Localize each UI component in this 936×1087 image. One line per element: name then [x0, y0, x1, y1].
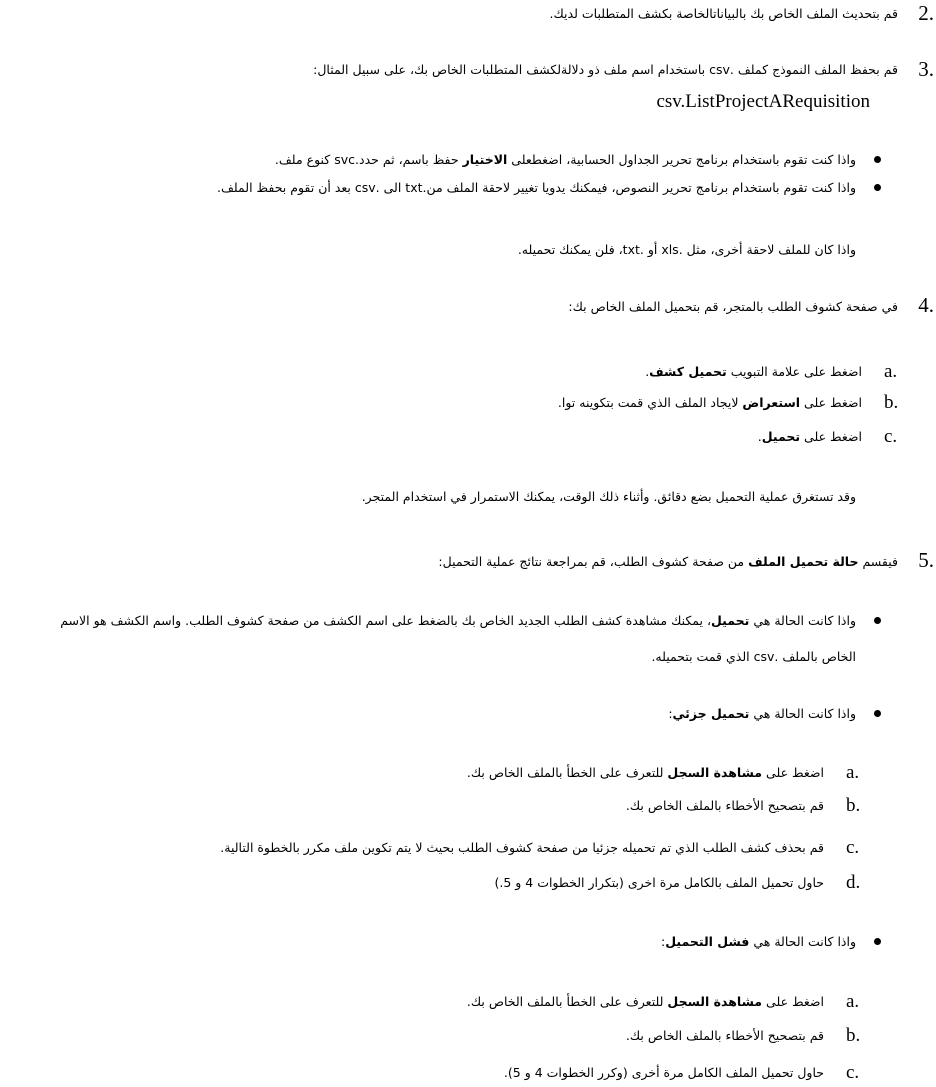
text: واذا كنت تقوم باستخدام برنامج تحرير الجداول الحسابية، اضغطعلى — [507, 152, 856, 167]
bullet-item — [661, 932, 856, 952]
bullet-icon — [874, 710, 881, 717]
substep: حاول تحميل الملف الكامل مرة أخرى (وكرر الخطوات 4 و 5). — [503, 1065, 824, 1080]
substep-letter: a. — [884, 361, 898, 382]
substep-letter: b. — [846, 1025, 861, 1046]
text: اضغط على — [762, 994, 824, 1009]
bullet-icon — [874, 156, 881, 163]
bold-term: مشاهدة السجل — [667, 765, 763, 780]
substep-letter: c. — [846, 837, 860, 858]
step-2-text: قم بتحديث الملف الخاص بك بالبياناتالخاصة بكشف المتطلبات لديك. — [549, 6, 898, 21]
substep-letter: c. — [884, 426, 898, 447]
text: اضغط على — [800, 429, 862, 444]
text: : — [660, 934, 666, 949]
note: واذا كان للملف لاحقة أخرى، مثل .xls أو .txt، فلن يمكنك تحميله. — [517, 242, 856, 257]
text: للتعرف على الخطأ بالملف الخاص بك. — [466, 994, 668, 1009]
bullet-icon — [874, 184, 881, 191]
substep: قم بحذف كشف الطلب الذي تم تحميله جزئيا من صفحة كشوف الطلب بحيث لا يتم تكوين ملف مكرر بالخطوة التالية. — [220, 840, 824, 855]
substep — [645, 362, 862, 382]
bullet-item — [668, 704, 856, 724]
text: فيقسم — [858, 554, 898, 569]
substep-letter: c. — [846, 1062, 860, 1083]
substep — [758, 427, 862, 447]
step-number: 5. — [918, 548, 934, 572]
text: اضغط على علامة التبويب — [726, 364, 862, 379]
substep: قم بتصحيح الأخطاء بالملف الخاص بك. — [625, 1028, 824, 1043]
bold-term: تحميل كشف — [649, 364, 727, 379]
text: ، يمكنك مشاهدة كشف الطلب الجديد الخاص بك بالضغط على اسم الكشف من صفحة كشوف الطلب. واسم الكشف هو الاسم — [60, 613, 712, 628]
bold-term: استعراض — [742, 395, 801, 410]
bold-term: تحميل — [761, 429, 801, 444]
bold-term: فشل التحميل — [665, 934, 750, 949]
text: واذا كانت الحالة هي — [749, 934, 856, 949]
bullet-item-continued: الخاص بالملف .csv الذي قمت بتحميله. — [651, 649, 856, 664]
text: لايجاد الملف الذي قمت بتكوينه توا. — [557, 395, 743, 410]
step-number: 3. — [918, 57, 934, 81]
substep-letter: a. — [846, 762, 860, 783]
step-number: 4. — [918, 293, 934, 317]
text: : — [668, 706, 673, 721]
bold-term: الاختيار — [462, 152, 508, 167]
substep — [467, 992, 824, 1012]
substep — [558, 393, 862, 413]
substep-letter: a. — [846, 991, 860, 1012]
note: وقد تستغرق عملية التحميل بضع دقائق. وأثناء ذلك الوقت، يمكنك الاستمرار في استخدام المتجر. — [361, 489, 856, 504]
bold-term: حالة تحميل الملف — [748, 554, 859, 569]
bullet-icon — [874, 617, 881, 624]
substep-letter: b. — [846, 795, 861, 816]
bullet-item: واذا كنت تقوم باستخدام برنامج تحرير النصوص، فيمكنك يدويا تغيير لاحقة الملف من.txt الى .csv بعد أن تقوم بحفظ الملف. — [216, 180, 856, 195]
bullet-icon — [874, 938, 881, 945]
bold-term: تحميل — [711, 613, 750, 628]
step-5-text — [438, 552, 898, 572]
text: اضغط على — [800, 395, 862, 410]
substep-letter: d. — [846, 872, 861, 893]
substep-letter: b. — [884, 392, 899, 413]
substep — [467, 763, 824, 783]
example-filename: csv.ListProjectARequisition — [656, 91, 870, 112]
text: . — [645, 364, 650, 379]
text: . — [757, 429, 762, 444]
text: واذا كانت الحالة هي — [749, 706, 856, 721]
bullet-item — [60, 611, 856, 631]
bold-term: مشاهدة السجل — [667, 994, 763, 1009]
step-number: 2. — [918, 1, 934, 25]
bold-term: تحميل جزئي — [672, 706, 750, 721]
text: من صفحة كشوف الطلب، قم بمراجعة نتائج عملية التحميل: — [438, 554, 749, 569]
text: واذا كانت الحالة هي — [749, 613, 856, 628]
step-3-text: قم بحفظ الملف النموذج كملف .csv باستخدام اسم ملف ذو دلالةلكشف المتطلبات الخاص بك، على سبيل المثال: — [313, 62, 898, 77]
step-4-text: في صفحة كشوف الطلب بالمتجر، قم بتحميل الملف الخاص بك: — [568, 299, 898, 314]
text: للتعرف على الخطأ بالملف الخاص بك. — [466, 765, 668, 780]
substep: قم بتصحيح الأخطاء بالملف الخاص بك. — [625, 798, 824, 813]
text: اضغط على — [762, 765, 824, 780]
bullet-item — [275, 150, 856, 170]
substep: حاول تحميل الملف بالكامل مرة اخرى (بتكرار الخطوات 4 و 5.) — [494, 875, 824, 890]
text: حفظ باسم، ثم حدد.svc كنوع ملف. — [274, 152, 463, 167]
